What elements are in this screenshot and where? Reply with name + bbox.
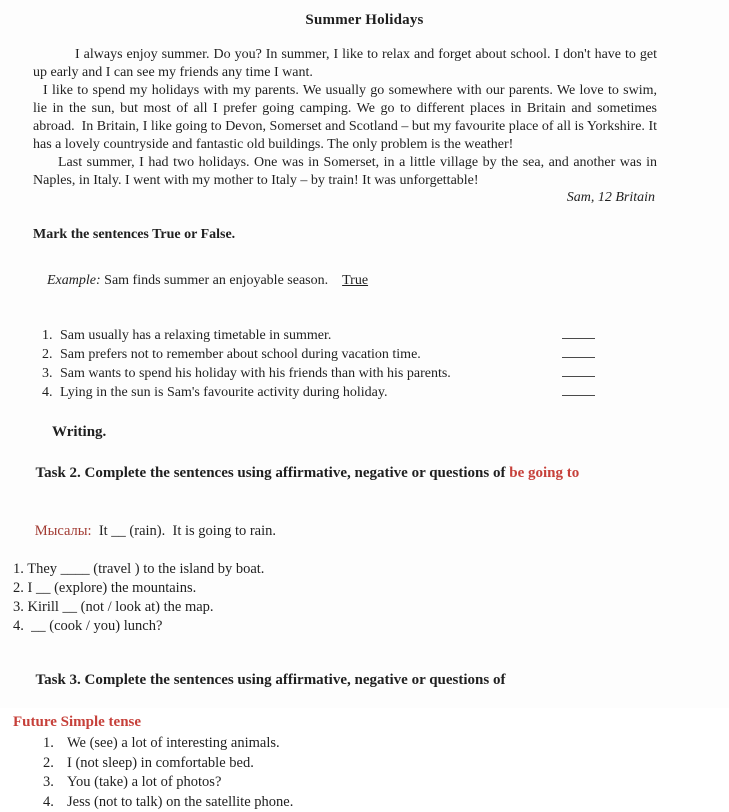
example-answer: True [342, 273, 368, 288]
writing-section-heading: Writing. [52, 424, 729, 441]
true-false-list [0, 326, 729, 402]
item-number: 3. [43, 773, 67, 793]
item-number: 4. [43, 793, 67, 812]
task2-example-text: It __ (rain). It is going to rain. [92, 523, 276, 539]
task2-section [13, 443, 709, 636]
item-number: 3. [42, 364, 60, 383]
answer-blank-3 [562, 365, 595, 377]
answer-blank-4 [562, 384, 595, 396]
task3-heading-highlight: Future Simple tense [13, 712, 709, 732]
passage-paragraph-2: I like to spend my holidays with my parents. We usually go somewhere with our parents. We love to swim, lie in the sun, but most of all I prefer going camping. We go to different places in Britain and sometimes abroad. In Britain, I like going to Devon, Somerset and Scotland – but my favourite place of all is Yorkshire. It has a lovely countryside and fantastic old buildings. The only problem is the weather! [33, 82, 657, 154]
page-title: Summer Holidays [0, 0, 729, 29]
author-byline: Sam, 12 Britain [0, 190, 655, 206]
item-text: We (see) a lot of interesting animals. [67, 734, 280, 754]
task2-items [13, 560, 709, 636]
task3-item-3 [13, 773, 709, 793]
item-number: 1. [43, 734, 67, 754]
task2-example-line [13, 503, 709, 560]
task3-heading [13, 650, 709, 710]
item-text: Jess (not to talk) on the satellite phone. [67, 793, 293, 812]
task2-heading-highlight: be going to [509, 465, 579, 481]
task2-heading [13, 443, 709, 503]
task3-item-1 [13, 734, 709, 754]
task3-item-2 [13, 754, 709, 774]
task3-item-4 [13, 793, 709, 812]
task3-items [13, 734, 709, 812]
task3-heading-text: Task 3. Complete the sentences using affirmative, negative or questions of [36, 672, 506, 688]
item-text: Sam wants to spend his holiday with his friends than with his parents. [60, 364, 451, 383]
reading-passage [33, 46, 657, 190]
item-text: I (not sleep) in comfortable bed. [67, 754, 254, 774]
item-text: Sam usually has a relaxing timetable in summer. [60, 326, 331, 345]
example-sentence: Sam finds summer an enjoyable season. [101, 273, 328, 288]
true-false-item-3 [0, 364, 729, 383]
example-label: Example: [47, 273, 101, 288]
passage-paragraph-1: I always enjoy summer. Do you? In summer, I like to relax and forget about school. I don't have to get up early and I can see my friends any time I want. [33, 46, 657, 82]
item-number: 1. [42, 326, 60, 345]
task2-item-4: 4. __ (cook / you) lunch? [13, 617, 709, 636]
item-number: 4. [42, 383, 60, 402]
true-false-item-2 [0, 345, 729, 364]
item-number: 2. [42, 345, 60, 364]
item-text: Lying in the sun is Sam's favourite activity during holiday. [60, 383, 387, 402]
true-false-item-4 [0, 383, 729, 402]
passage-paragraph-3: Last summer, I had two holidays. One was in Somerset, in a little village by the sea, and another was in Naples, in Italy. I went with my mother to Italy – by train! It was unforgettable! [33, 154, 657, 190]
item-number: 2. [43, 754, 67, 774]
item-text: Sam prefers not to remember about school during vacation time. [60, 345, 421, 364]
answer-blank-2 [562, 346, 595, 358]
task2-item-1: 1. They ____ (travel ) to the island by boat. [13, 560, 709, 579]
answer-blank-1 [562, 327, 595, 339]
true-false-heading: Mark the sentences True or False. [33, 227, 729, 243]
task3-section [13, 650, 709, 812]
task2-heading-text: Task 2. Complete the sentences using affirmative, negative or questions of [36, 465, 510, 481]
task2-item-3: 3. Kirill __ (not / look at) the map. [13, 598, 709, 617]
item-text: You (take) a lot of photos? [67, 773, 221, 793]
task2-example-label: Мысалы: [35, 523, 92, 539]
true-false-example-line [33, 257, 729, 305]
true-false-item-1 [0, 326, 729, 345]
task2-item-2: 2. I __ (explore) the mountains. [13, 579, 709, 598]
